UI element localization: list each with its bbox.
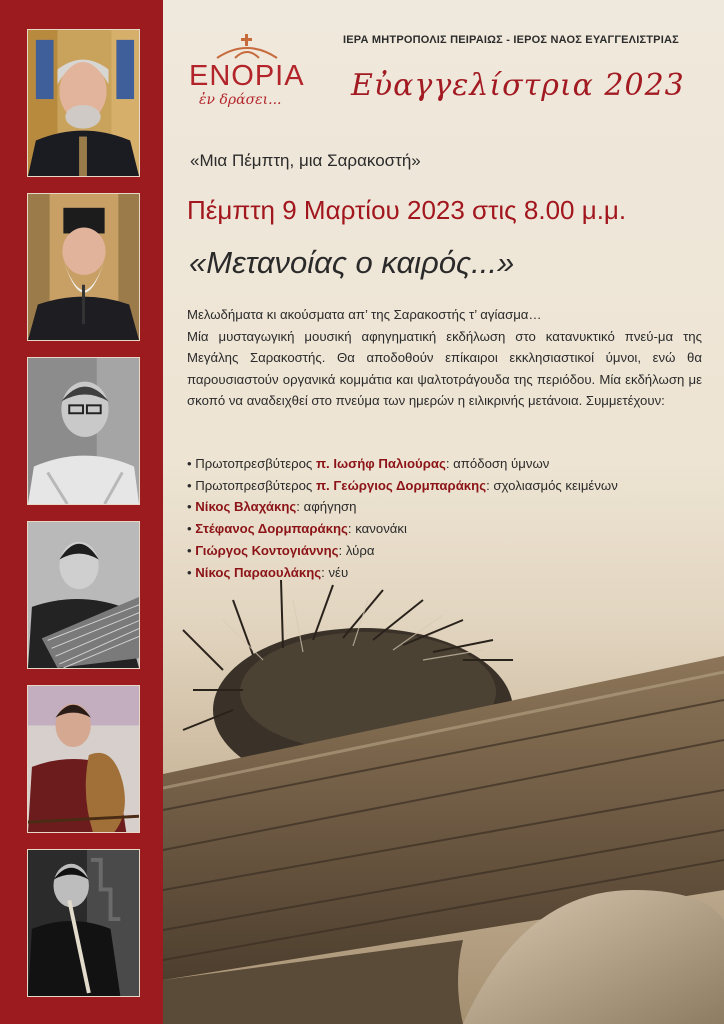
portrait-photo-5 (27, 685, 140, 833)
portrait-photo-1 (27, 29, 140, 177)
participant-name: Νίκος Παραουλάκης (195, 564, 322, 580)
participant-role: : νέυ (321, 564, 349, 580)
crown-of-thorns-image (163, 560, 724, 1024)
description-paragraph: Μία μυσταγωγική μουσική αφηγηματική εκδήλωση στο κατανυκτικό πνεύ-μα της Μεγάλης Σαρακοστής. Θα αποδοθούν επίκαιροι εκκλησιαστικοί ύμνοι, ενώ θα παρουσιαστούν οργανικά κομμάτια και ψαλτοτράγουδα της περιόδου. Μία εκδήλωση με σκοπό να αναδειχθεί στο πνεύμα των ημερών η ειλικρινής μετάνοια. Συμμετέχουν: (187, 328, 702, 408)
logo-tagline: ἐν δράσει... (199, 92, 282, 108)
participant-item (187, 475, 618, 497)
participant-prefix: • (187, 499, 196, 515)
series-title: «Μια Πέμπτη, μια Σαρακοστή» (190, 151, 421, 170)
participant-item (187, 453, 618, 475)
participant-prefix: • (187, 564, 196, 580)
event-date-time: Πέμπτη 9 Μαρτίου 2023 στις 8.00 μ.μ. (187, 195, 627, 225)
portrait-photo-6 (27, 849, 140, 997)
participant-prefix: • Πρωτοπρεσβύτερος (187, 456, 316, 471)
portrait-photo-2 (27, 193, 140, 341)
participant-item (187, 496, 618, 518)
participant-role: : σχολιασμός κειμένων (486, 477, 618, 493)
participant-role: : απόδοση ύμνων (445, 456, 550, 471)
brand-title: Εὐαγγελίστρια 2023 (351, 68, 685, 103)
logo-wordmark: ΕΝΟΡΙΑ (189, 60, 305, 92)
participant-prefix: • (187, 542, 196, 558)
poster-main (163, 0, 724, 1024)
organization-header: ΙΕΡΑ ΜΗΤΡΟΠΟΛΙΣ ΠΕΙΡΑΙΩΣ - ΙΕΡΟΣ ΝΑΟΣ ΕΥΑΓΓΕΛΙΣΤΡΙΑΣ (343, 34, 679, 46)
participant-name: π. Γεώργιος Δορμπαράκης (315, 477, 487, 493)
participant-role: : λύρα (338, 542, 375, 558)
participant-item (187, 518, 618, 540)
portrait-photo-3 (27, 357, 140, 505)
participant-role: : αφήγηση (296, 499, 357, 515)
participant-prefix: • (187, 521, 196, 537)
intro-line: Μελωδήματα κι ακούσματα απ’ της Σαρακοστής τ’ αγίασμα… (187, 307, 542, 322)
participant-prefix: • Πρωτοπρεσβύτερος (187, 477, 316, 493)
portrait-sidebar (0, 0, 163, 1024)
event-title: «Μετανοίας ο καιρός...» (189, 245, 515, 280)
participants-list (187, 453, 618, 583)
participant-role: : κανονάκι (347, 521, 407, 537)
participant-item (187, 540, 618, 562)
participant-name: Στέφανος Δορμπαράκης (195, 521, 348, 537)
participant-name: Γιώργος Κοντογιάννης (195, 542, 339, 558)
participant-name: π. Ιωσήφ Παλιούρας (315, 456, 446, 471)
event-description (187, 304, 702, 412)
portrait-photo-4 (27, 521, 140, 669)
participant-item (187, 562, 618, 584)
participant-name: Νίκος Βλαχάκης (195, 499, 297, 515)
